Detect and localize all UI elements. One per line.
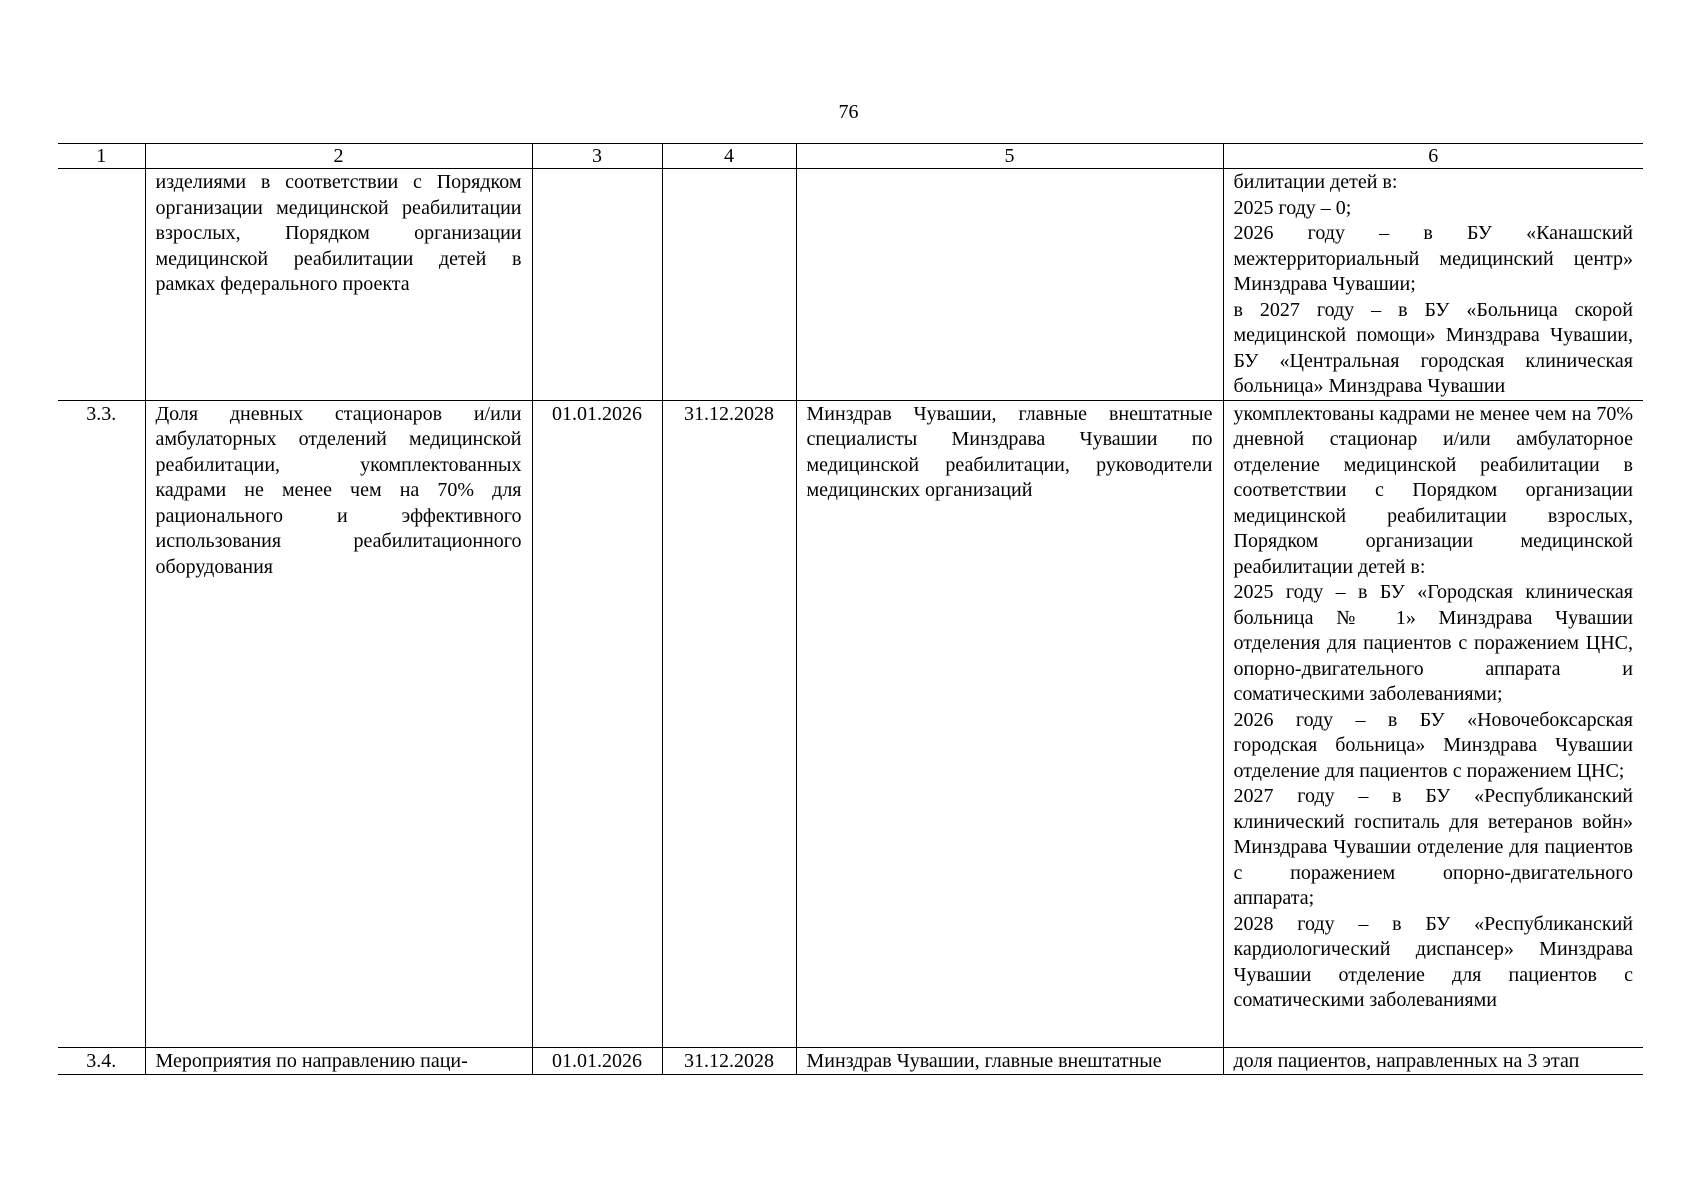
result-paragraph: укомплектованы кадрами не менее чем на 70% дневной стационар и/или амбулаторное отделение медицинской реабилитации в соответствии с Порядком организации медицинской реабилитации взрослых, Порядком организации медицинской реабилитации детей в: [1233, 402, 1633, 578]
table-row [58, 400, 1643, 1047]
end-date-cell [662, 169, 796, 401]
end-date-cell: 31.12.2028 [662, 1047, 796, 1075]
activity-cell: Мероприятия по направлению паци- [145, 1047, 532, 1075]
start-date-cell [532, 169, 662, 401]
start-date-cell: 01.01.2026 [532, 1047, 662, 1075]
column-header: 3 [532, 144, 662, 169]
table-row [58, 169, 1643, 401]
row-number-cell: 3.4. [58, 1047, 145, 1075]
row-number-cell: 3.3. [58, 400, 145, 1047]
result-paragraph: 2026 году – в БУ «Канашский межтерриториальный медицинский центр» Минздрава Чувашии; [1233, 222, 1633, 295]
result-paragraph: доля пациентов, направленных на 3 этап [1233, 1049, 1580, 1072]
activity-cell: изделиями в соответствии с Порядком организации медицинской реабилитации взрослых, Порядком организации медицинской реабилитации детей в рамках федерального проекта [145, 169, 532, 401]
result-paragraph: в 2027 году – в БУ «Больница скорой медицинской помощи» Минздрава Чувашии, БУ «Центральная городская клиническая больница» Минздрава Чувашии [1233, 298, 1633, 397]
column-header: 6 [1223, 144, 1643, 169]
responsible-cell: Минздрав Чувашии, главные внештатные [796, 1047, 1223, 1075]
result-paragraph: 2028 году – в БУ «Республиканский кардиологический диспансер» Минздрава Чувашии отделение для пациентов с соматическими заболеваниями [1233, 912, 1633, 1011]
column-header: 1 [58, 144, 145, 169]
start-date-cell: 01.01.2026 [532, 400, 662, 1047]
result-cell [1223, 400, 1643, 1047]
table-row [58, 1047, 1643, 1075]
result-paragraph: 2025 году – 0; [1233, 196, 1352, 219]
column-header: 2 [145, 144, 532, 169]
page-number: 76 [838, 101, 859, 123]
responsible-cell [796, 169, 1223, 401]
result-paragraph: билитации детей в: [1233, 171, 1398, 193]
activity-cell: Доля дневных стационаров и/или амбулаторных отделений медицинской реабилитации, укомплектованных кадрами не менее чем на 70% для рационального и эффективного использования реабилитационного оборудования [145, 400, 532, 1047]
result-cell [1223, 169, 1643, 401]
data-table [58, 143, 1643, 1075]
end-date-cell: 31.12.2028 [662, 400, 796, 1047]
column-header: 4 [662, 144, 796, 169]
result-paragraph: 2027 году – в БУ «Республиканский клинический госпиталь для ветеранов войн» Минздрава Чувашии отделение для пациентов с поражением опорно-двигательного аппарата; [1233, 785, 1633, 909]
table-header-row [58, 144, 1643, 169]
responsible-cell: Минздрав Чувашии, главные внештатные специалисты Минздрава Чувашии по медицинской реабилитации, руководители медицинских организаций [796, 400, 1223, 1047]
column-header: 5 [796, 144, 1223, 169]
result-paragraph: 2025 году – в БУ «Городская клиническая больница № 1» Минздрава Чувашии отделения для пациентов с поражением ЦНС, опорно-двигательного аппарата и соматическими заболеваниями; [1233, 581, 1633, 705]
result-paragraph: 2026 году – в БУ «Новочебоксарская городская больница» Минздрава Чувашии отделение для пациентов с поражением ЦНС; [1233, 708, 1633, 782]
row-number-cell [58, 169, 145, 401]
result-cell [1223, 1047, 1643, 1075]
